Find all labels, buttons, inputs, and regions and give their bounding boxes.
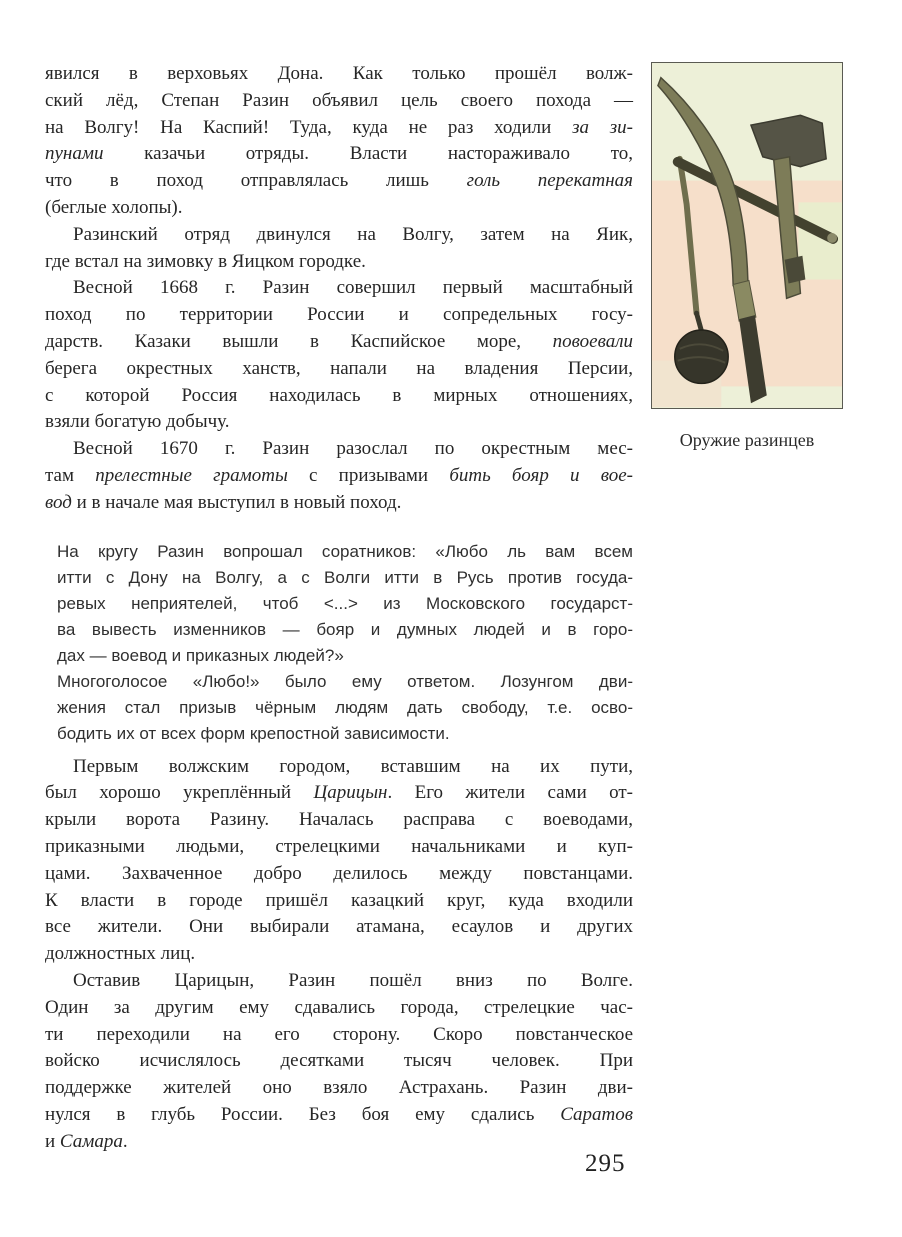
- text-run: там: [45, 464, 96, 486]
- text-run: приказными людьми, стрелецкими начальниками и куп-: [45, 835, 633, 857]
- text-run: .: [122, 1130, 128, 1152]
- text-run: войско исчислялось десятками тысяч человек. При: [45, 1050, 633, 1072]
- text-line: [45, 436, 633, 463]
- paragraph: [45, 275, 633, 436]
- italic-text: повоевали: [552, 330, 633, 352]
- text-run: что в поход отправлялась лишь: [45, 170, 467, 192]
- paragraph: [45, 61, 633, 222]
- text-run: Оставив Царицын, Разин пошёл вниз по Волге.: [73, 969, 633, 991]
- text-line: [45, 409, 633, 436]
- text-line: [45, 275, 633, 302]
- page-number: 295: [585, 1150, 626, 1177]
- text-run: ти переходили на его сторону. Скоро повстанческое: [45, 1023, 633, 1045]
- text-column: [45, 61, 633, 1156]
- text-line: [45, 463, 633, 490]
- text-run: цами. Захваченное добро делилось между повстанцами.: [45, 862, 633, 884]
- text-run: . Его жители сами от-: [387, 782, 634, 804]
- text-line: [57, 539, 633, 565]
- text-run: (беглые холопы).: [45, 196, 183, 218]
- text-line: [45, 1102, 633, 1129]
- text-line: [57, 591, 633, 617]
- text-line: [45, 329, 633, 356]
- text-run: Один за другим ему сдавались города, стрелецкие час-: [45, 996, 633, 1018]
- text-run: итти с Дону на Волгу, а с Волги итти в Русь против госуда-: [57, 567, 633, 587]
- text-run: был хорошо укреплённый: [45, 782, 314, 804]
- italic-text: голь перекатная: [466, 170, 633, 192]
- text-run: и в начале мая выступил в новый поход.: [71, 491, 402, 513]
- text-run: Весной 1668 г. Разин совершил первый масштабный: [73, 277, 633, 299]
- text-run: все жители. Они выбирали атамана, есаулов и других: [45, 916, 633, 938]
- text-line: [45, 249, 633, 276]
- weapons-figure: [651, 62, 843, 409]
- text-line: [57, 695, 633, 721]
- text-line: [45, 1022, 633, 1049]
- text-run: взяли богатую добычу.: [45, 411, 230, 433]
- text-line: [45, 995, 633, 1022]
- text-line: [45, 968, 633, 995]
- italic-text: прелестные грамоты: [95, 464, 288, 486]
- text-line: [45, 356, 633, 383]
- text-run: должностных лиц.: [45, 943, 196, 965]
- text-line: [57, 669, 633, 695]
- text-run: берега окрестных ханств, напали на владения Персии,: [45, 357, 633, 379]
- text-line: [45, 222, 633, 249]
- paragraph: [57, 539, 633, 669]
- text-run: ва вывесть изменников — бояр и думных людей и в горо-: [57, 619, 633, 639]
- text-run: явился в верховьях Дона. Как только прошёл волж-: [45, 63, 633, 84]
- italic-text: пунами: [45, 143, 104, 165]
- text-line: [45, 1048, 633, 1075]
- text-run: нулся в глубь России. Без боя ему сдались: [45, 1103, 561, 1125]
- text-run: жения стал призыв чёрным людям дать свободу, т.е. осво-: [57, 697, 633, 717]
- text-run: Разинский отряд двинулся на Волгу, затем на Яик,: [73, 223, 633, 245]
- text-line: [45, 168, 633, 195]
- text-line: [57, 721, 633, 747]
- text-run: На кругу Разин вопрошал соратников: «Любо ль вам всем: [57, 541, 633, 561]
- italic-text: за зи-: [572, 116, 633, 138]
- text-line: [45, 1129, 633, 1156]
- weapons-photo: [652, 63, 842, 408]
- text-run: дах — воевод и приказных людей?»: [57, 645, 344, 665]
- italic-text: бить бояр и вое-: [449, 464, 633, 486]
- paragraph: [45, 436, 633, 516]
- pole-cap-shape: [827, 233, 837, 243]
- text-run: бодить их от всех форм крепостной зависимости.: [57, 723, 450, 743]
- text-run: где встал на зимовку в Яицком городке.: [45, 250, 366, 272]
- paragraph: [45, 968, 633, 1156]
- text-line: [45, 61, 633, 88]
- text-line: [57, 643, 633, 669]
- text-run: поддержке жителей оно взяло Астрахань. Разин дви-: [45, 1077, 633, 1099]
- text-line: [45, 861, 633, 888]
- text-run: Весной 1670 г. Разин разослал по окрестным мес-: [73, 438, 633, 460]
- text-line: [45, 1075, 633, 1102]
- text-line: [57, 565, 633, 591]
- paragraph: [45, 754, 633, 968]
- italic-text: Царицын: [313, 782, 388, 804]
- italic-text: Саратов: [560, 1103, 633, 1125]
- italic-text: вод: [45, 491, 72, 513]
- text-run: на Волгу! На Каспий! Туда, куда не раз ходили: [45, 116, 573, 138]
- text-line: [45, 754, 633, 781]
- text-line: [45, 490, 633, 517]
- text-run: с призывами: [287, 464, 450, 486]
- text-run: крыли ворота Разину. Началась расправа с воеводами,: [45, 809, 633, 831]
- text-run: Многоголосое «Любо!» было ему ответом. Лозунгом дви-: [57, 671, 633, 691]
- text-run: ский лёд, Степан Разин объявил цель своего похода —: [45, 89, 633, 111]
- text-run: Первым волжским городом, вставшим на их пути,: [73, 755, 633, 777]
- text-line: [57, 617, 633, 643]
- paragraph: [57, 669, 633, 747]
- text-line: [45, 888, 633, 915]
- text-line: [45, 88, 633, 115]
- figure-caption: Оружие разинцев: [679, 430, 815, 450]
- quote-block: [57, 539, 633, 747]
- text-line: [45, 302, 633, 329]
- text-line: [45, 383, 633, 410]
- text-line: [45, 115, 633, 142]
- text-line: [45, 941, 633, 968]
- italic-text: Самара: [59, 1130, 123, 1152]
- text-run: дарств. Казаки вышли в Каспийское море,: [45, 330, 553, 352]
- text-run: и: [45, 1130, 60, 1152]
- text-line: [45, 914, 633, 941]
- text-line: [45, 780, 633, 807]
- text-line: [45, 834, 633, 861]
- text-line: [45, 195, 633, 222]
- text-run: с которой Россия находилась в мирных отношениях,: [45, 384, 633, 406]
- text-line: [45, 141, 633, 168]
- text-line: [45, 807, 633, 834]
- text-run: казачьи отряды. Власти настораживало то,: [103, 143, 633, 165]
- text-run: поход по территории России и сопредельных госу-: [45, 304, 633, 326]
- text-run: ревых неприятелей, чтоб <...> из Московского государст-: [57, 593, 633, 613]
- paragraph: [45, 222, 633, 276]
- text-run: К власти в городе пришёл казацкий круг, куда входили: [45, 889, 633, 911]
